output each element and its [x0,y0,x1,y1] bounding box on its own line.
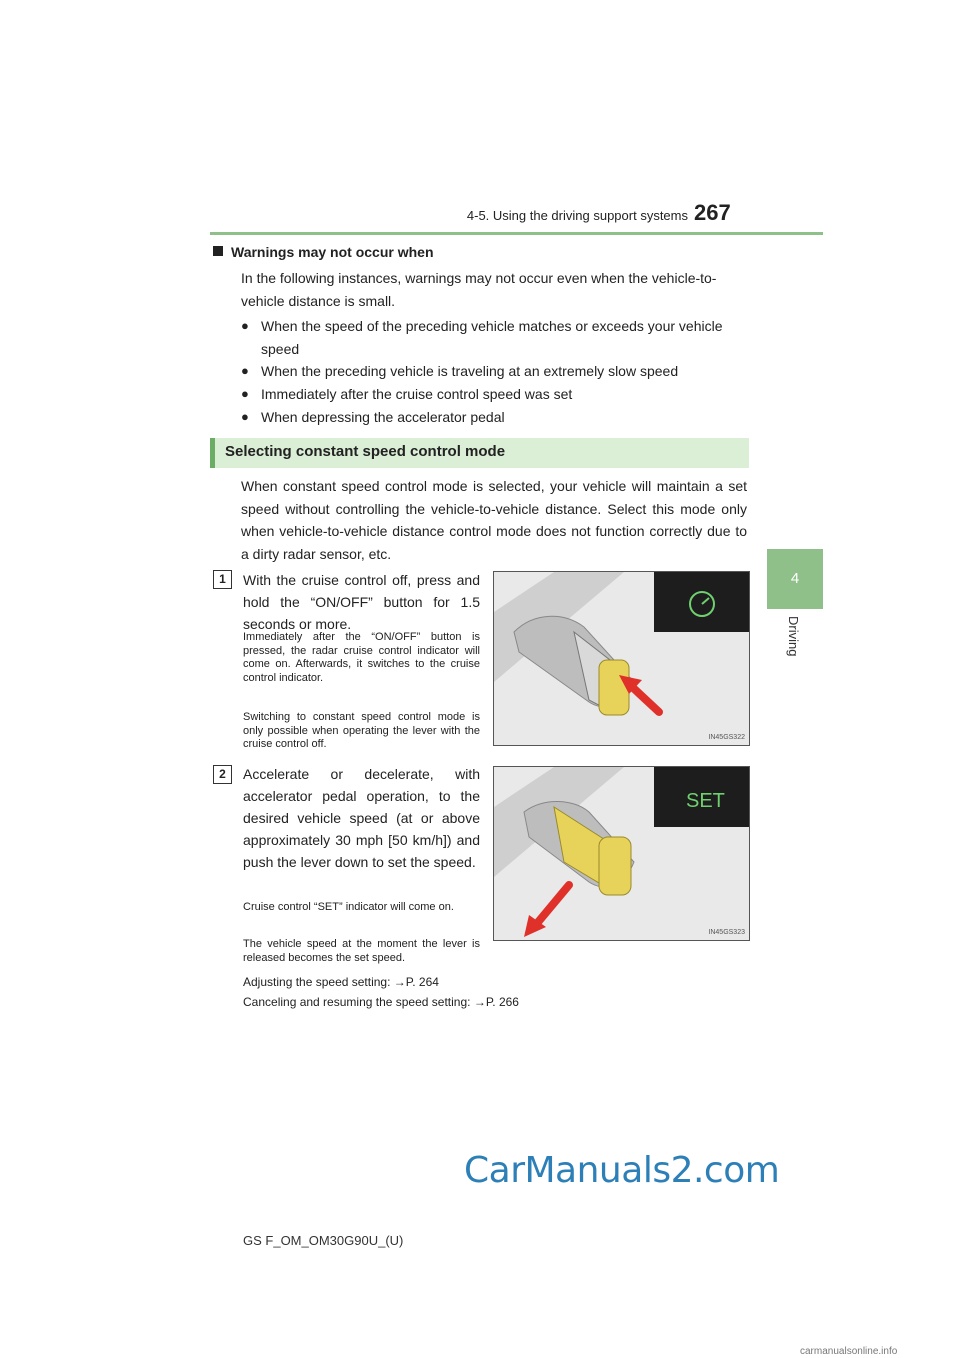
warning-bullet-text: Immediately after the cruise control speed was set [261,386,573,402]
lever-illustration-2 [494,767,750,941]
step-1-note: Switching to constant speed control mode is only possible when operating the lever with the cruise control off. [243,711,480,750]
warning-bullet-text: When the speed of the preceding vehicle matches or exceeds your vehicle speed [261,318,723,357]
step-number-1: 1 [213,570,232,589]
square-bullet-icon [213,246,223,256]
figure-code: IN45GS322 [708,734,745,741]
set-indicator-text: SET [686,790,725,812]
warning-bullet-text: When the preceding vehicle is traveling at an extremely slow speed [261,363,679,379]
lever-illustration-1 [494,572,750,746]
bullet-dot-icon: ● [241,409,249,424]
figure-code: IN45GS323 [708,929,745,936]
watermark-text: CarManuals2.com [464,1150,780,1191]
step-number-2: 2 [213,765,232,784]
bullet-dot-icon: ● [241,386,249,401]
page-number: 267 [694,200,731,225]
step-2-text: Accelerate or decelerate, with accelerator pedal operation, to the desired vehicle speed (at or above approximately 30 mph [50 km/h]) and push the lever down to set the speed. [243,766,480,870]
warning-bullet [241,406,747,429]
warnings-heading [213,244,434,260]
watermark-bottom: carmanualsonline.info [800,1346,898,1357]
figure-step-2 [493,766,750,941]
warning-bullet [241,360,747,383]
figure-step-1 [493,571,750,746]
header-section-title: 4-5. Using the driving support systems [466,208,688,223]
bullet-dot-icon: ● [241,363,249,378]
header-divider [210,232,823,235]
step-1-text: With the cruise control off, press and hold the “ON/OFF” button for 1.5 seconds or more. [243,572,480,632]
step-2-note: Cruise control “SET” indicator will come on. [243,901,454,913]
step-1-note: Immediately after the “ON/OFF” button is pressed, the radar cruise control indicator will come on. Afterwards, it switches to the cruise control indicator. [243,631,480,684]
bullet-dot-icon: ● [241,318,249,333]
watermark-logo [464,1150,780,1205]
reference-link[interactable]: Adjusting the speed setting: →P. 264 [243,975,439,989]
warning-bullet [241,315,747,360]
reference-link[interactable]: Canceling and resuming the speed setting: →P. 266 [243,995,519,1009]
step-2-note: The vehicle speed at the moment the lever is released becomes the set speed. [243,938,480,964]
section-title: Selecting constant speed control mode [225,443,506,460]
section-intro: When constant speed control mode is selected, your vehicle will maintain a set speed without controlling the vehicle-to-vehicle distance. Select this mode only when vehicle-to-vehicle distance control mode does not function correctly due to a dirty radar sensor, etc. [241,478,747,562]
warnings-heading-text: Warnings may not occur when [231,244,434,260]
chapter-tab-label-text: Driving [786,616,801,657]
chapter-tab-number[interactable]: 4 [767,549,823,609]
warning-bullet [241,383,747,406]
chapter-tab-label [779,612,809,672]
document-code: GS F_OM_OM30G90U_(U) [243,1233,404,1248]
warnings-intro: In the following instances, warnings may not occur even when the vehicle-to-vehicle distance is small. [241,270,717,309]
warning-bullet-text: When depressing the accelerator pedal [261,409,505,425]
section-title-bar [210,438,749,468]
